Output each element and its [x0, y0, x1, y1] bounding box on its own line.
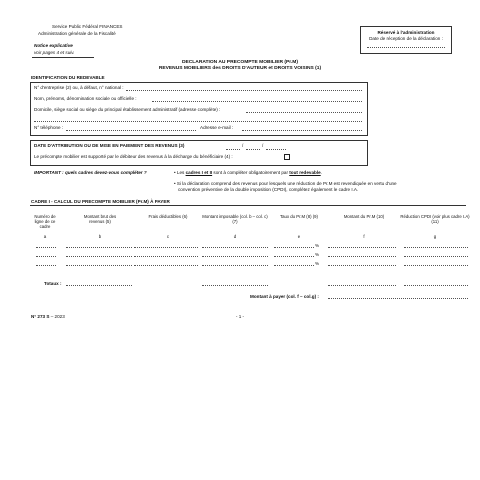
email-field[interactable] — [242, 130, 362, 131]
amount-to-pay-label: Montant à payer (col. f – col.g) : — [250, 294, 319, 299]
row-1-prm-amount[interactable] — [328, 247, 396, 248]
row-3-taxable-amount[interactable] — [202, 265, 268, 266]
cadre-1-heading: CADRE I - CALCUL DU PRECOMPTE MOBILIER (Pr.M) À PAYER — [31, 199, 170, 204]
total-gross-amount[interactable] — [66, 285, 132, 286]
name-label: Nom, prénoms, dénomination sociale ou officielle : — [34, 96, 137, 101]
row-1-rate[interactable] — [274, 247, 314, 248]
contact-row — [30, 122, 366, 134]
column-letter-c: c — [166, 234, 170, 239]
column-header-taxable-amount: Montant imposable (col. b – col. c) (7) — [202, 214, 268, 225]
bullet-1-middle: sont à compléter obligatoirement par — [212, 170, 290, 175]
document-title-line-2: REVENUS MOBILIERS des DROITS D'AUTEUR et DROITS VOISINS (1) — [158, 66, 322, 71]
bullet-1-prefix: • Les — [174, 170, 186, 175]
total-cpdi-reduction[interactable] — [404, 285, 468, 286]
totals-label: Totaux : — [44, 281, 62, 286]
row-2-line-number[interactable] — [36, 256, 56, 257]
attribution-year-field[interactable] — [266, 149, 286, 150]
row-1-gross-amount[interactable] — [66, 247, 132, 248]
row-3-prm-amount[interactable] — [328, 265, 396, 266]
column-letter-a: a — [43, 234, 47, 239]
precompte-text: Le précompte mobilier est supporté par le débiteur des revenus à la décharge du bénéficiaire (4) : — [34, 154, 233, 159]
column-letter-b: b — [98, 234, 102, 239]
attribution-day-field[interactable] — [226, 149, 240, 150]
amount-to-pay-field[interactable] — [328, 298, 468, 299]
admin-reserved-box — [360, 26, 452, 54]
row-1-percent: % — [315, 243, 320, 248]
email-label: Adresse e-mail : — [200, 125, 234, 130]
document-title-line-1: DECLARATION AU PRECOMPTE MOBILIER (Pr.M) — [181, 60, 298, 65]
bullet-1-redevable: tout redevable — [289, 170, 321, 175]
row-1-line-number[interactable] — [36, 247, 56, 248]
attribution-label: DATE D'ATTRIBUTION OU DE MISE EN PAIEMENT DES REVENUS (3) — [34, 143, 185, 148]
column-header-prm-amount: Montant du Pr.M (10) — [343, 214, 385, 219]
row-3-gross-amount[interactable] — [66, 265, 132, 266]
important-bullet-2-line-2: convention préventive de la double imposition (CPDI), complétez également le cadre I.A. — [178, 187, 359, 192]
bullet-1-end: . — [320, 170, 322, 175]
admin-box-subtitle: Date de réception de la déclaration : — [369, 36, 443, 41]
row-2-rate[interactable] — [274, 256, 314, 257]
column-header-rate: Taux du Pr.M (8) (9) — [280, 214, 318, 219]
row-3-rate[interactable] — [274, 265, 314, 266]
column-letter-f: f — [363, 234, 365, 239]
admin-box-title: Réservé à l'administration — [377, 30, 435, 35]
column-letter-d: d — [233, 234, 237, 239]
row-2-cpdi-reduction[interactable] — [404, 256, 468, 257]
identification-heading: IDENTIFICATION DU REDEVABLE — [31, 75, 105, 80]
column-letter-e: e — [297, 234, 301, 239]
row-3-percent: % — [315, 261, 320, 266]
bullet-1-cadres: cadres I et II — [185, 170, 213, 175]
org-line-2: Administration générale de la Fiscalité — [38, 31, 116, 36]
row-2-gross-amount[interactable] — [66, 256, 132, 257]
phone-field[interactable] — [66, 130, 196, 131]
column-header-deductible-costs: Frais déductibles (6) — [148, 214, 188, 219]
date-separator-1: / — [242, 143, 244, 148]
row-2-deductible-costs[interactable] — [134, 256, 198, 257]
row-2-percent: % — [315, 252, 320, 257]
notice-subtitle: voir pages 4 et suiv. — [34, 50, 75, 55]
org-line-1: Service Public Fédéral FINANCES — [52, 24, 123, 29]
notice-title: Notice explicative — [34, 43, 73, 48]
phone-label: N° téléphone : — [34, 125, 64, 130]
attribution-month-field[interactable] — [246, 149, 260, 150]
name-field[interactable] — [152, 101, 362, 102]
notice-box — [32, 41, 94, 58]
column-header-line-number: Numéro de ligne de ce cadre — [34, 214, 56, 230]
enterprise-number-label: N° d'entreprise (2) ou, à défaut, n° national : — [34, 85, 124, 90]
row-1-taxable-amount[interactable] — [202, 247, 268, 248]
cadre-1-rule — [30, 205, 466, 206]
column-header-cpdi-reduction: Réduction CPDI (voir plus cadre I.A) (11) — [400, 214, 470, 225]
date-separator-2: / — [262, 143, 264, 148]
total-prm-amount[interactable] — [328, 285, 396, 286]
reception-date-field[interactable] — [367, 47, 445, 48]
total-taxable-amount[interactable] — [202, 285, 268, 286]
precompte-debtor-checkbox[interactable] — [284, 154, 290, 160]
row-2-prm-amount[interactable] — [328, 256, 396, 257]
important-label: IMPORTANT : quels cadres devez-vous compléter ? — [34, 170, 147, 175]
row-3-cpdi-reduction[interactable] — [404, 265, 468, 266]
row-2-taxable-amount[interactable] — [202, 256, 268, 257]
column-header-gross-amount: Montant brut des revenus (5) — [83, 214, 117, 225]
domicile-label: Domicile, siège social ou siège du principal établissement administratif (adresse complète) : — [34, 107, 221, 112]
important-bullet-1 — [174, 170, 322, 175]
form-number-year: – 2023 — [49, 314, 65, 319]
row-3-line-number[interactable] — [36, 265, 56, 266]
enterprise-number-field[interactable] — [126, 90, 362, 91]
row-1-deductible-costs[interactable] — [134, 247, 198, 248]
important-bullet-2-line-1: • Si la déclaration comprend des revenus pour lesquels une réduction de Pr.M est revendiquée en vertu d'une — [174, 181, 397, 186]
page-number: - 1 - — [235, 314, 245, 319]
column-letter-g: g — [433, 234, 437, 239]
form-number-code: N° 273 S — [31, 314, 50, 319]
row-1-cpdi-reduction[interactable] — [404, 247, 468, 248]
row-3-deductible-costs[interactable] — [134, 265, 198, 266]
